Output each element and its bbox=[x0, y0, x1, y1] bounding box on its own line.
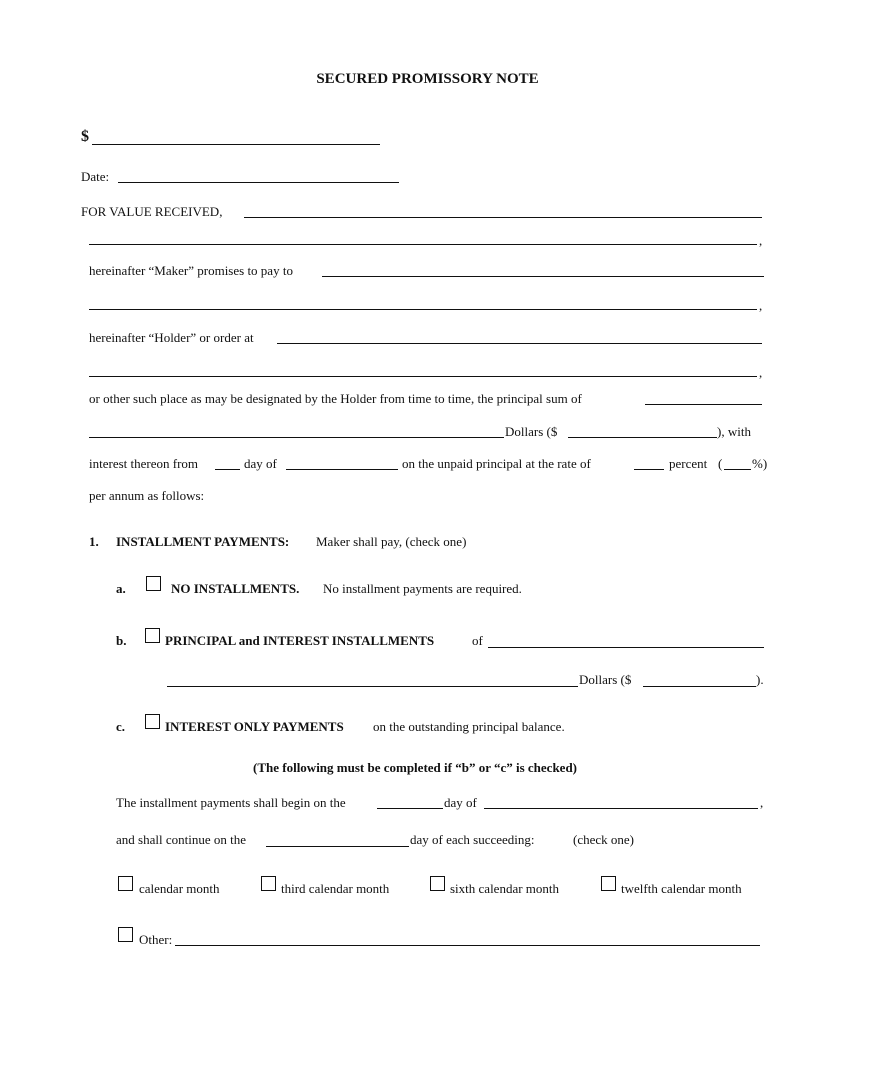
option-b-letter: b. bbox=[116, 633, 127, 648]
section-number: 1. bbox=[89, 534, 99, 549]
third-calendar-month-checkbox[interactable] bbox=[261, 876, 276, 891]
date-field[interactable] bbox=[118, 182, 399, 183]
begin-day-of-text: day of bbox=[444, 795, 477, 810]
section-intro: Maker shall pay, (check one) bbox=[316, 534, 467, 549]
calendar-month-label: calendar month bbox=[139, 881, 220, 896]
date-label: Date: bbox=[81, 169, 110, 184]
no-installments-checkbox[interactable] bbox=[146, 576, 161, 591]
with-text: ), with bbox=[717, 424, 751, 439]
comma: , bbox=[760, 795, 764, 810]
unpaid-rate-text: on the unpaid principal at the rate of bbox=[402, 456, 591, 471]
payment-address-field[interactable] bbox=[277, 343, 762, 344]
per-annum-text: per annum as follows: bbox=[89, 488, 205, 503]
begin-text: The installment payments shall begin on the bbox=[116, 795, 346, 810]
installment-number-field[interactable] bbox=[643, 686, 756, 687]
twelfth-calendar-month-checkbox[interactable] bbox=[601, 876, 616, 891]
dollars-label: Dollars ($ bbox=[505, 424, 558, 439]
percent-text: percent bbox=[669, 456, 708, 471]
installment-words-field[interactable] bbox=[167, 686, 578, 687]
holder-name-field[interactable] bbox=[322, 276, 764, 277]
installment-amount-field[interactable] bbox=[488, 647, 764, 648]
interest-from-text: interest thereon from bbox=[89, 456, 199, 471]
holder-name-field-continued[interactable] bbox=[89, 309, 757, 310]
continue-suffix: day of each succeeding: bbox=[410, 832, 535, 847]
option-c-letter: c. bbox=[116, 719, 126, 734]
comma: , bbox=[759, 365, 763, 380]
interest-only-checkbox[interactable] bbox=[145, 714, 160, 729]
principal-sum-field[interactable] bbox=[645, 404, 762, 405]
option-b-of: of bbox=[472, 633, 483, 648]
other-field[interactable] bbox=[175, 945, 760, 946]
check-one-text: (check one) bbox=[573, 832, 634, 847]
paren-open: ( bbox=[718, 456, 723, 471]
begin-day-field[interactable] bbox=[377, 808, 443, 809]
maker-name-field-continued[interactable] bbox=[89, 244, 757, 245]
percent-close: %) bbox=[752, 456, 768, 471]
option-b-heading: PRINCIPAL and INTEREST INSTALLMENTS bbox=[165, 633, 435, 648]
twelfth-calendar-month-label: twelfth calendar month bbox=[621, 881, 742, 896]
maker-label: hereinafter “Maker” promises to pay to bbox=[89, 263, 293, 278]
sixth-calendar-month-checkbox[interactable] bbox=[430, 876, 445, 891]
option-a-heading: NO INSTALLMENTS. bbox=[171, 581, 300, 596]
option-b-dollars-label: Dollars ($ bbox=[579, 672, 632, 687]
option-c-heading: INTEREST ONLY PAYMENTS bbox=[165, 719, 344, 734]
interest-rate-number-field[interactable] bbox=[724, 469, 751, 470]
sixth-calendar-month-label: sixth calendar month bbox=[450, 881, 560, 896]
principal-words-field[interactable] bbox=[89, 437, 504, 438]
interest-rate-words-field[interactable] bbox=[634, 469, 664, 470]
continue-text: and shall continue on the bbox=[116, 832, 246, 847]
payment-address-field-continued[interactable] bbox=[89, 376, 757, 377]
option-a-text: No installment payments are required. bbox=[323, 581, 522, 596]
document-title: SECURED PROMISSORY NOTE bbox=[316, 71, 539, 87]
maker-name-field[interactable] bbox=[244, 217, 762, 218]
option-c-text: on the outstanding principal balance. bbox=[373, 719, 565, 734]
principal-interest-checkbox[interactable] bbox=[145, 628, 160, 643]
interest-start-month-field[interactable] bbox=[286, 469, 398, 470]
day-of-text: day of bbox=[244, 456, 277, 471]
continue-day-field[interactable] bbox=[266, 846, 409, 847]
section-heading: INSTALLMENT PAYMENTS: bbox=[116, 534, 290, 549]
amount-symbol: $ bbox=[81, 128, 89, 145]
other-checkbox[interactable] bbox=[118, 927, 133, 942]
comma: , bbox=[759, 298, 763, 313]
third-calendar-month-label: third calendar month bbox=[281, 881, 390, 896]
holder-label: hereinafter “Holder” or order at bbox=[89, 330, 254, 345]
principal-amount-field[interactable] bbox=[568, 437, 717, 438]
interest-start-day-field[interactable] bbox=[215, 469, 240, 470]
option-a-letter: a. bbox=[116, 581, 126, 596]
begin-month-field[interactable] bbox=[484, 808, 758, 809]
option-b-close: ). bbox=[756, 672, 764, 687]
calendar-month-checkbox[interactable] bbox=[118, 876, 133, 891]
for-value-received-label: FOR VALUE RECEIVED, bbox=[81, 204, 223, 219]
amount-field[interactable] bbox=[92, 144, 380, 145]
other-label: Other: bbox=[139, 932, 173, 947]
comma: , bbox=[759, 233, 763, 248]
completion-note: (The following must be completed if “b” or “c” is checked) bbox=[253, 760, 578, 775]
principal-sum-text: or other such place as may be designated by the Holder from time to time, the principal sum of bbox=[89, 391, 582, 406]
